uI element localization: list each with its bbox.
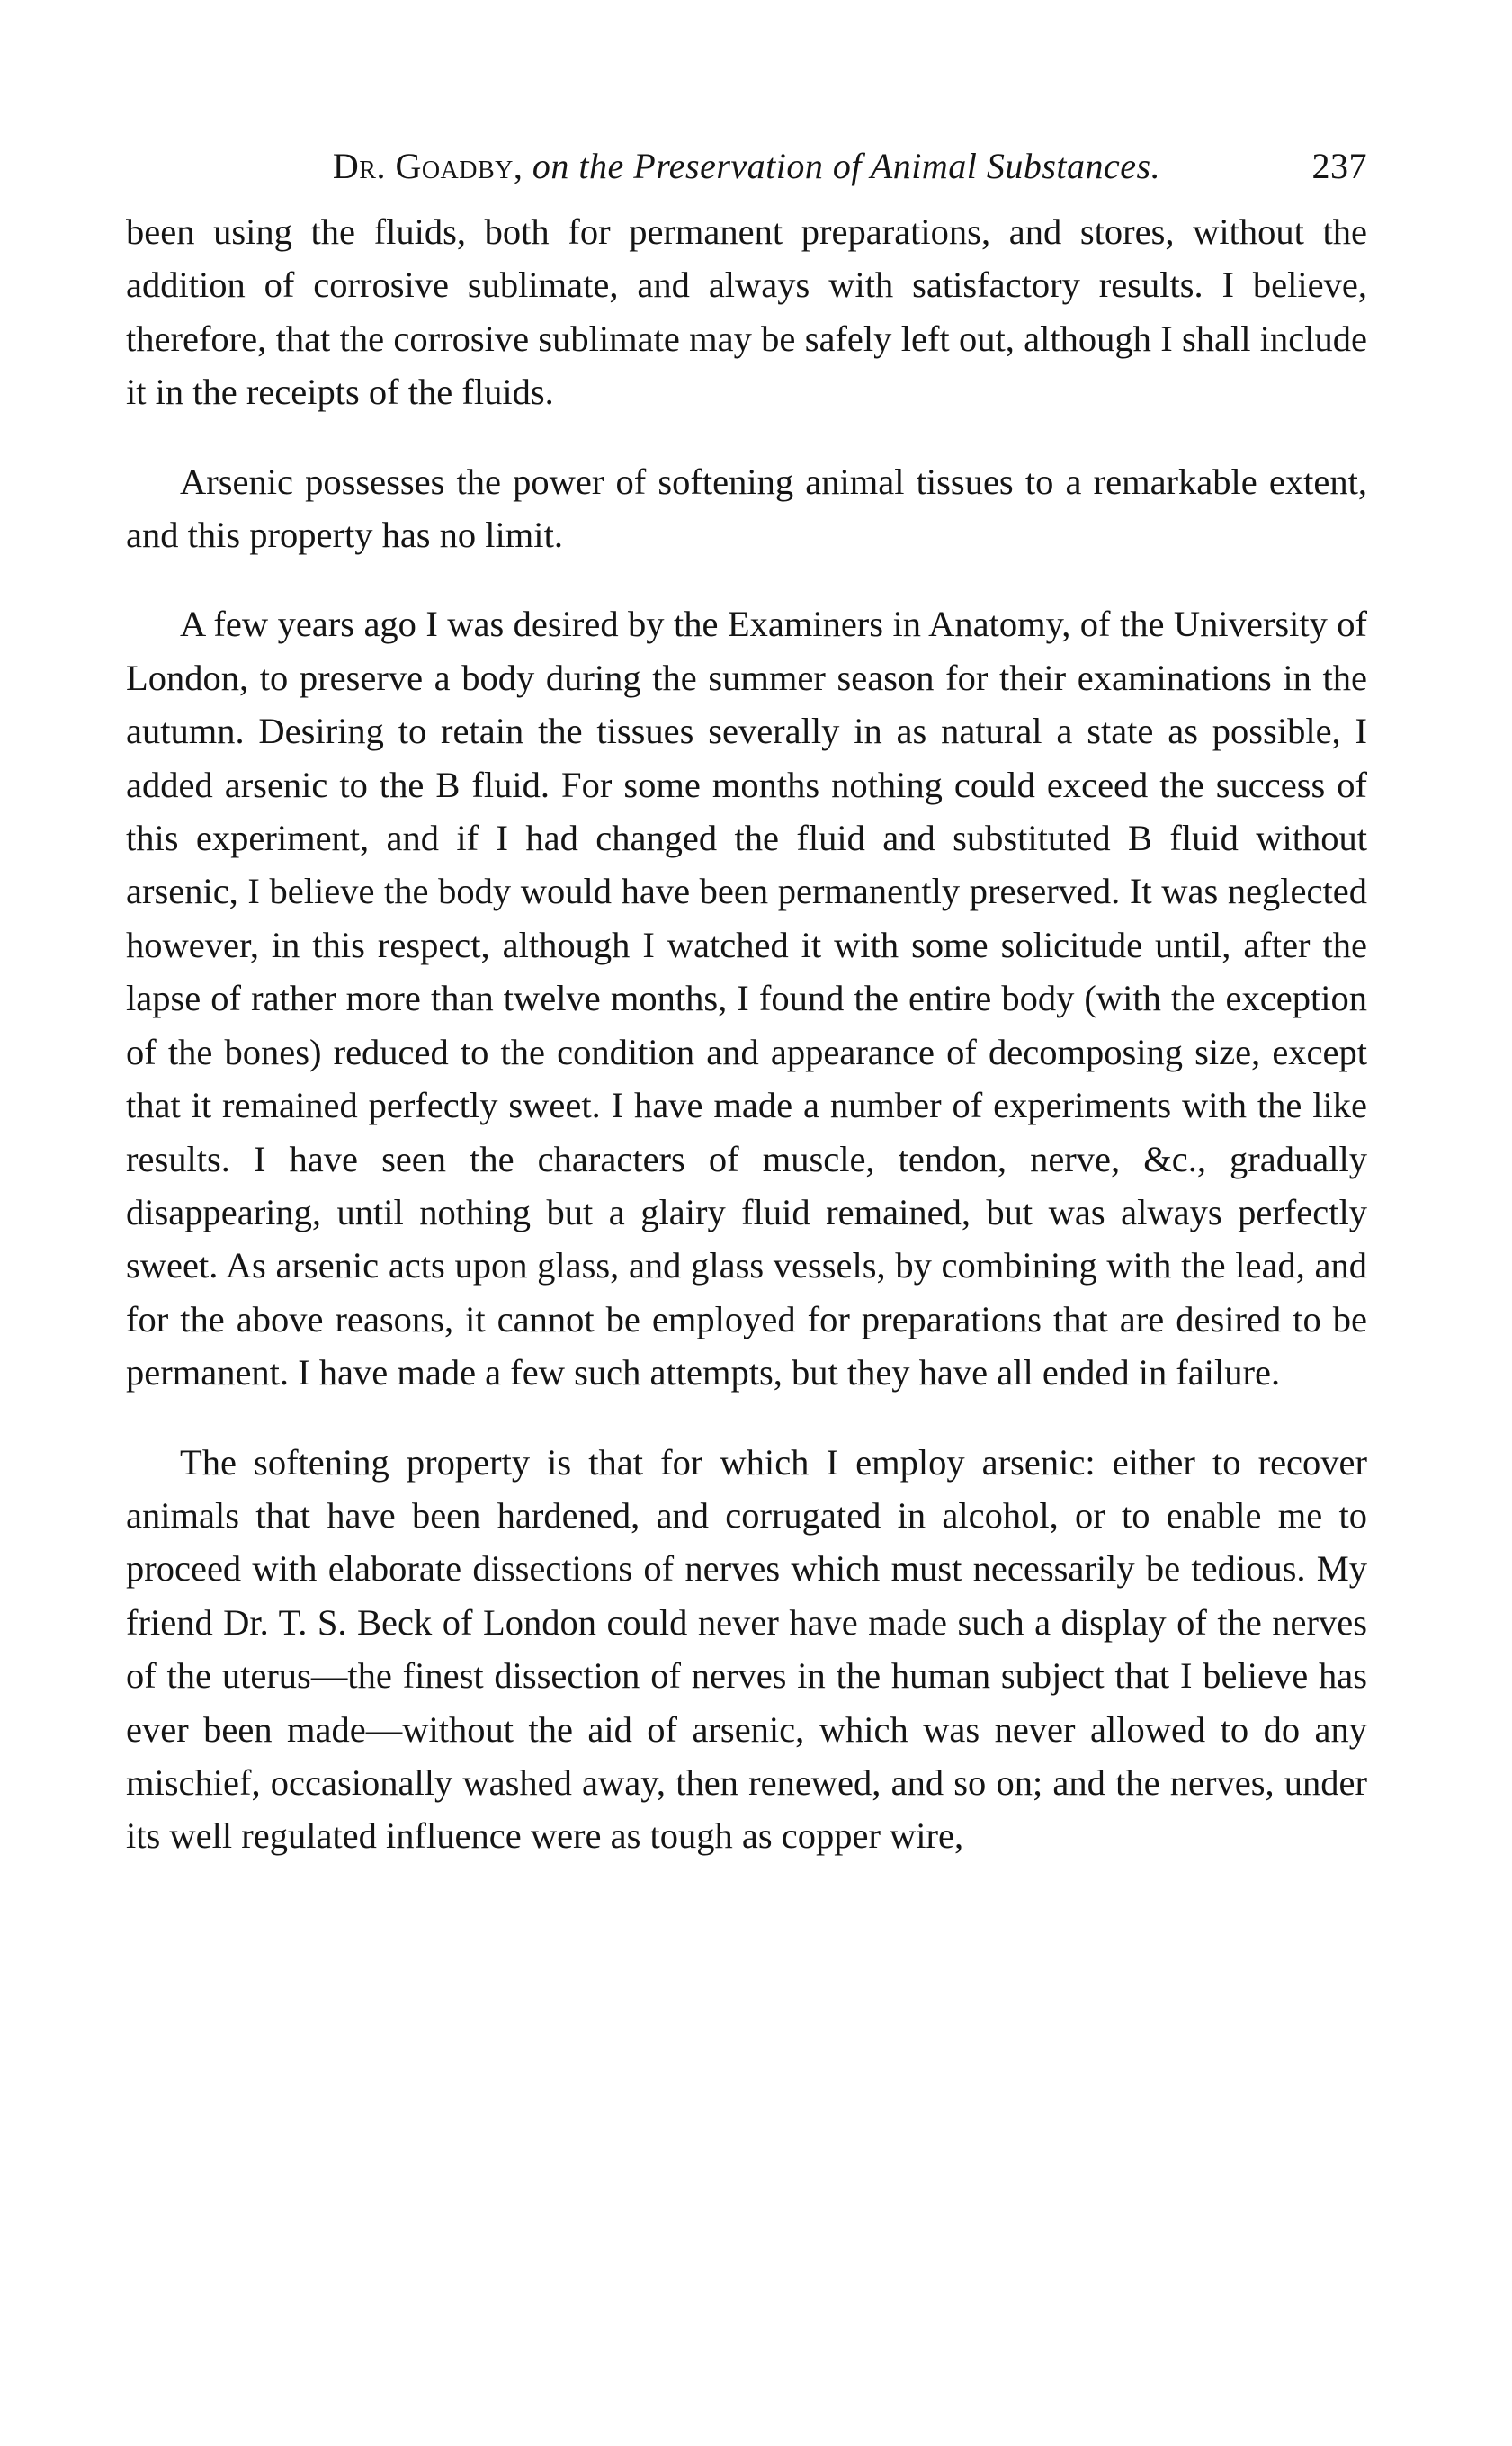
paragraph-softening: The softening property is that for which I employ arsenic: either to recover animals that have been hardened, and corrugated in alcohol, or to enable me to proceed with elaborate dissections of nerves which must necessarily be tedious. My friend Dr. T. S. Beck of London could never have made such a display of the nerves of the uterus—the finest dissection of nerves in the human subject that I believe has ever been made—without the aid of arsenic, which was never allowed to do any mischief, occasionally washed away, then renewed, and so on; and the nerves, under its well regulated influence were as tough as copper wire, — [126, 1441, 1367, 1857]
running-head — [126, 135, 1367, 198]
running-head-title: on the Preservation of Animal Substances. — [532, 146, 1161, 186]
running-head-author: Dr. Goadby, — [332, 146, 523, 186]
paragraph-experiment: A few years ago I was desired by the Examiners in Anatomy, of the University of London, to preserve a body during the summer season for their examinations in the autumn. Desiring to retain the tissues severally in as natural a state as possible, I added arsenic to the B fluid. For some months nothing could exceed the success of this experiment, and if I had changed the fluid and substituted B fluid without arsenic, I believe the body would have been permanently preserved. It was neglected however, in this respect, although I watched it with some solicitude until, after the lapse of rather more than twelve months, I found the entire body (with the exception of the bones) reduced to the condition and appearance of decomposing size, except that it remained perfectly sweet. I have made a number of experiments with the like results. I have seen the characters of muscle, tendon, nerve, &c., gradually disappearing, until nothing but a glairy fluid remained, but was always perfectly sweet. As arsenic acts upon glass, and glass vessels, by combining with the lead, and for the above reasons, it cannot be employed for preparations that are desired to be permanent. I have made a few such attempts, but they have all ended in failure. — [126, 604, 1367, 1393]
paragraph-continued: been using the fluids, both for permanent preparations, and stores, without the addition of corrosive sublimate, and always with satisfactory results. I believe, therefore, that the corrosive sublimate may be safely left out, although I shall include it in the receipts of the fluids. — [126, 211, 1367, 413]
body-text — [126, 205, 1367, 1863]
page-number: 237 — [1311, 146, 1367, 186]
book-page — [126, 135, 1367, 2366]
paragraph-arsenic: Arsenic possesses the power of softening animal tissues to a remarkable extent, and this property has no limit. — [126, 461, 1367, 556]
